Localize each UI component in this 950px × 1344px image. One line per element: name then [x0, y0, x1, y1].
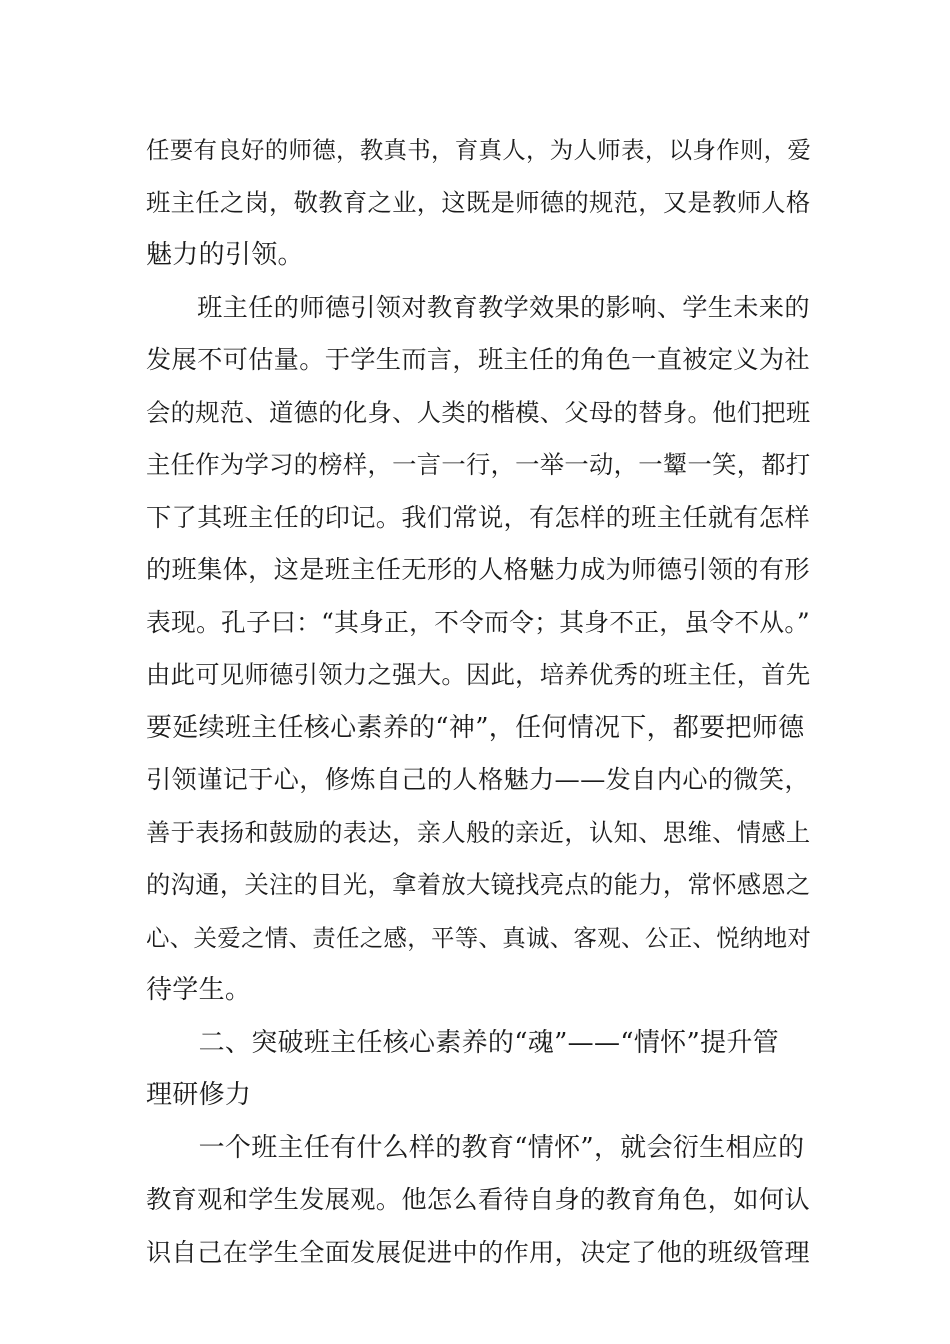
text-line: 引领谨记于心，修炼自己的人格魅力——发自内心的微笑，: [146, 765, 810, 794]
text-line: 待学生。: [146, 975, 252, 1005]
text-line: 善于表扬和鼓励的表达，亲人般的亲近，认知、思维、情感上: [146, 817, 811, 847]
text-line: 的班集体，这是班主任无形的人格魅力成为师德引领的有形: [146, 555, 810, 584]
text-line: 班主任的师德引领对教育教学效果的影响、学生未来的: [146, 292, 810, 322]
section-heading-line: 理研修力: [146, 1080, 252, 1110]
text-line: 下了其班主任的印记。我们常说，有怎样的班主任就有怎样: [146, 502, 810, 532]
text-line: 识自己在学生全面发展促进中的作用，决定了他的班级管理: [146, 1237, 810, 1267]
text-line: 主任作为学习的榜样，一言一行，一举一动，一颦一笑，都打: [146, 450, 811, 479]
text-line: 魅力的引领。: [146, 240, 304, 270]
text-line: 教育观和学生发展观。他怎么看待自身的教育角色，如何认: [146, 1185, 810, 1214]
section-heading-line: 二、突破班主任核心素养的“魂”——“情怀”提升管: [146, 1027, 779, 1058]
text-line: 一个班主任有什么样的教育“情怀”，就会衍生相应的: [146, 1132, 805, 1163]
text-line: 会的规范、道德的化身、人类的楷模、父母的替身。他们把班: [146, 397, 811, 427]
text-line: 表现。孔子曰：“其身正，不令而令；其身不正，虽令不从。”: [146, 607, 810, 637]
text-line: 班主任之岗，敬教育之业，这既是师德的规范，又是教师人格: [146, 187, 811, 217]
text-line: 任要有良好的师德，教真书，育真人，为人师表，以身作则，爱: [146, 136, 812, 164]
text-line: 由此可见师德引领力之强大。因此，培养优秀的班主任，首先: [146, 660, 811, 689]
text-line: 发展不可估量。于学生而言，班主任的角色一直被定义为社: [146, 345, 810, 374]
text-line: 要延续班主任核心素养的“神”，任何情况下，都要把师德: [146, 712, 805, 743]
text-line: 的沟通，关注的目光，拿着放大镜找亮点的能力，常怀感恩之: [146, 870, 811, 899]
text-line: 心、关爱之情、责任之感，平等、真诚、客观、公正、悦纳地对: [146, 923, 812, 952]
document-page: [146, 124, 810, 1279]
